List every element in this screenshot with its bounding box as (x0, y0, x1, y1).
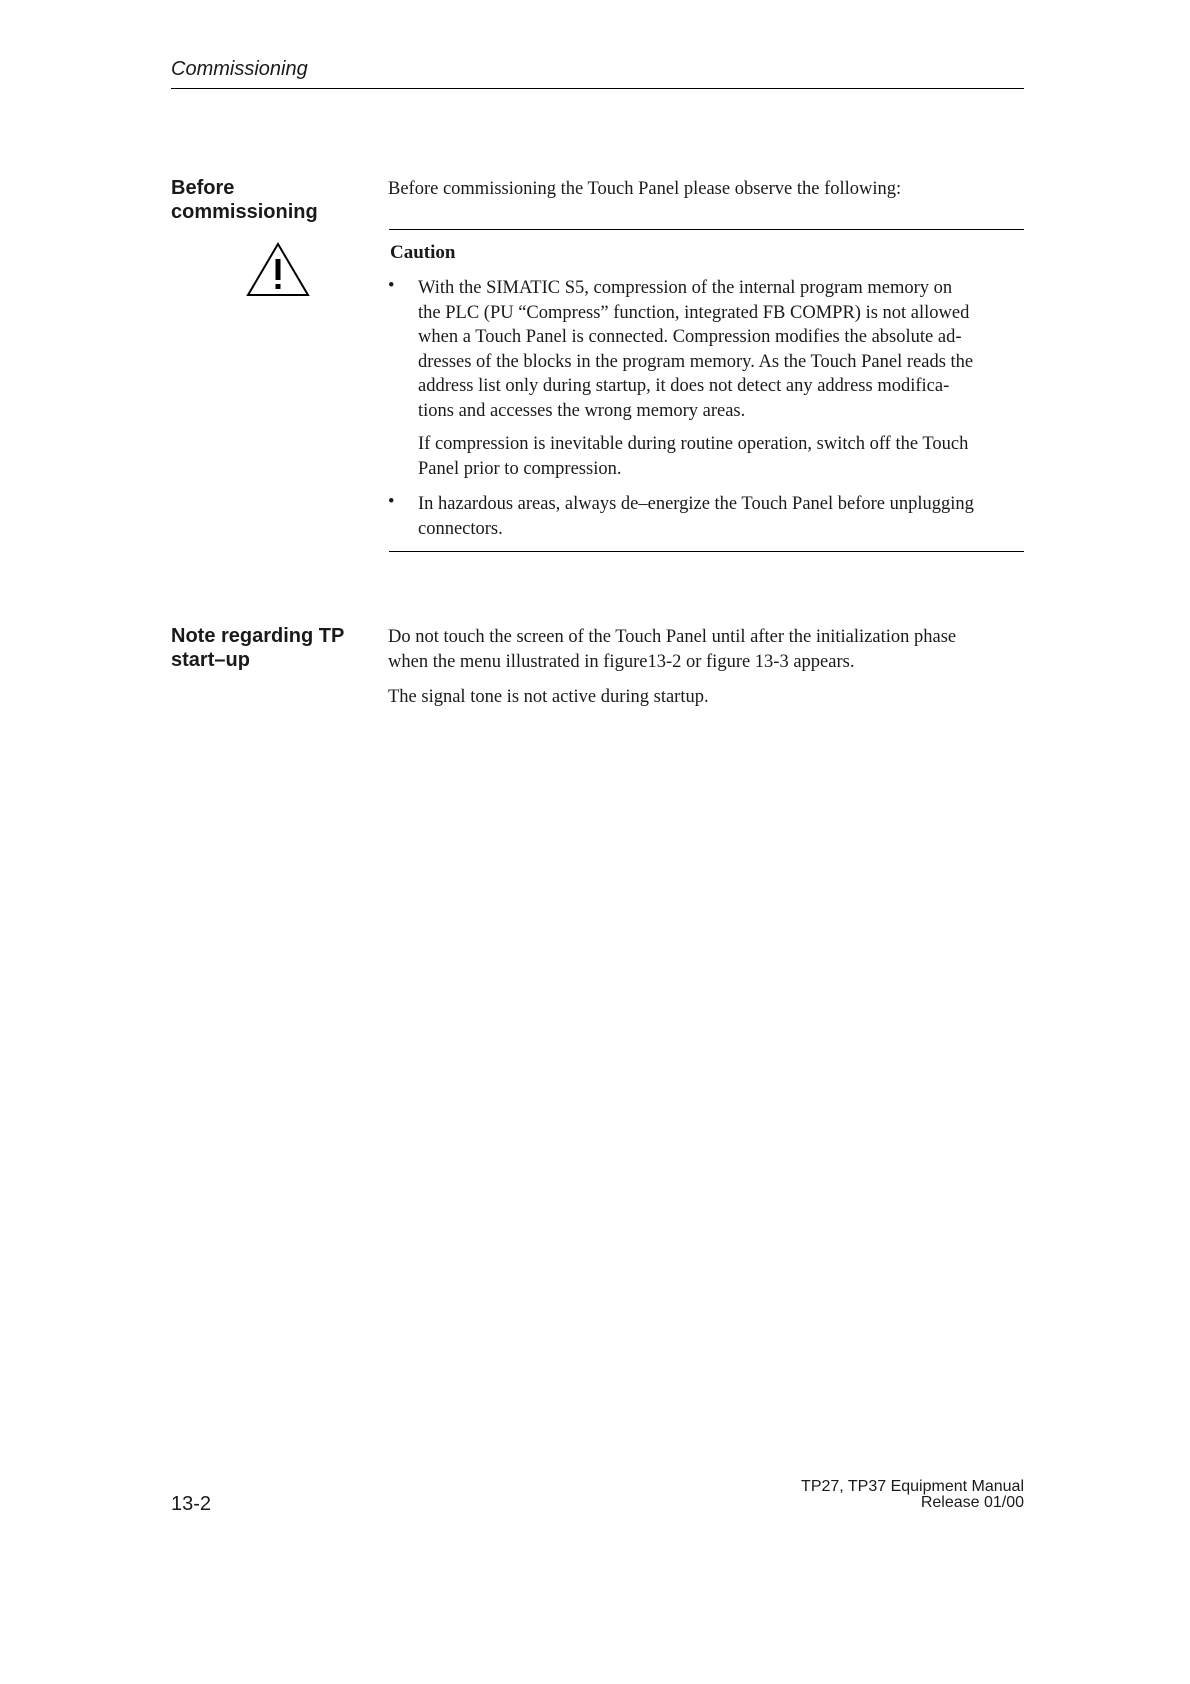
running-header: Commissioning (171, 58, 308, 80)
caution-item-compression-note (418, 432, 1024, 481)
caution-item-compression (418, 276, 1024, 423)
signal-tone-note: The signal tone is not active during startup. (388, 687, 709, 707)
text-line: the PLC (PU “Compress” function, integrated FB COMPR) is not allowed (418, 302, 970, 323)
page-number: 13-2 (171, 1493, 212, 1515)
manual-title: TP27, TP37 Equipment Manual (801, 1478, 1024, 1495)
heading-line: start–up (171, 649, 250, 671)
release-label: Release 01/00 (920, 1494, 1024, 1511)
bullet-marker: • (388, 492, 395, 512)
text-line: If compression is inevitable during routine operation, switch off the Touch (418, 434, 969, 454)
text-line: when the menu illustrated in figure13-2 or figure 13-3 appears. (388, 651, 855, 672)
text-line: Do not touch the screen of the Touch Panel until after the initialization phase (388, 627, 957, 647)
tp-startup-heading (171, 624, 361, 672)
heading-line: Before (171, 177, 235, 199)
text-line: Panel prior to compression. (418, 458, 622, 479)
text-line: when a Touch Panel is connected. Compression modifies the absolute ad- (418, 327, 962, 347)
footer-manual-info (704, 1479, 1024, 1511)
text-line: connectors. (418, 518, 503, 539)
warning-triangle-icon (246, 242, 310, 298)
caution-title: Caution (390, 242, 456, 263)
intro-paragraph: Before commissioning the Touch Panel please observe the following: (388, 179, 902, 199)
header-rule (171, 88, 1024, 89)
caution-bottom-rule (389, 551, 1024, 552)
text-line: dresses of the blocks in the program memory. As the Touch Panel reads the (418, 351, 974, 372)
tp-startup-paragraph (388, 625, 1024, 674)
heading-line: commissioning (171, 201, 318, 223)
heading-line: Note regarding TP (171, 625, 345, 647)
text-line: In hazardous areas, always de–energize the Touch Panel before unplugging (418, 494, 974, 514)
caution-item-hazardous-areas (418, 492, 1024, 541)
bullet-marker: • (388, 276, 395, 296)
text-line: address list only during startup, it does not detect any address modifica- (418, 376, 950, 396)
text-line: With the SIMATIC S5, compression of the internal program memory on (418, 278, 953, 298)
caution-top-rule (389, 229, 1024, 230)
before-commissioning-heading (171, 176, 361, 224)
text-line: tions and accesses the wrong memory areas. (418, 400, 746, 421)
